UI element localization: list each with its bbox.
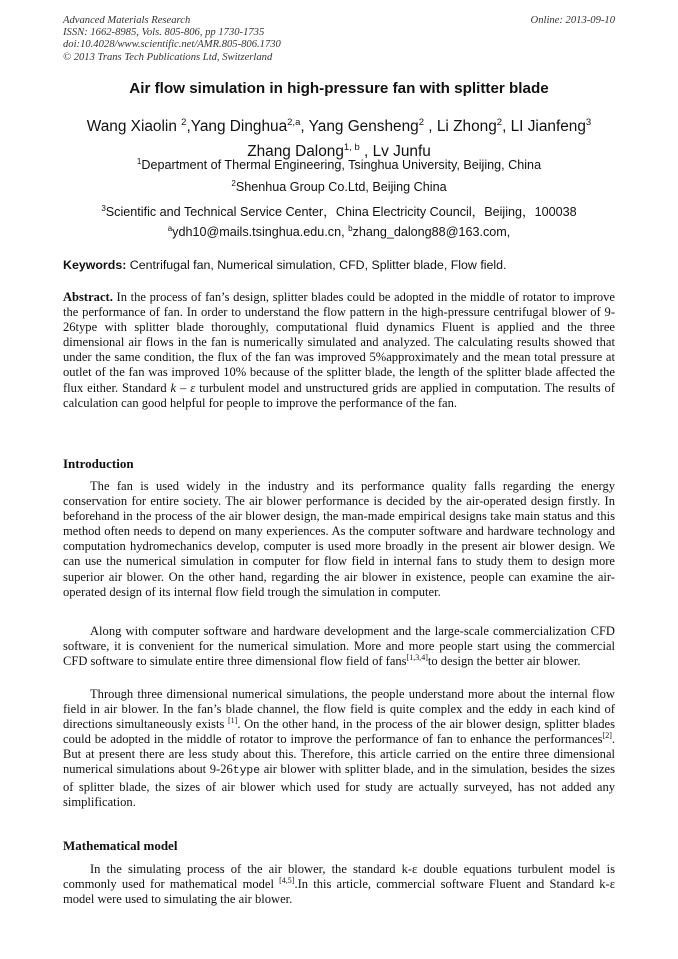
paragraph-text: In the simulating process of the air blower, the standard k-ε double equations turbulent model is commonly used for mathematical model	[63, 862, 615, 892]
abstract-model-symbol: k – ε	[170, 380, 196, 395]
author-sup: 3	[585, 117, 592, 128]
author-name: Wang Xiaolin	[86, 118, 182, 136]
paragraph-text: . On the other hand, in the process of the air blower design, splitter blades could be adopted in the middle of rotator to improve the performance of fan to enhance the performances	[63, 717, 615, 747]
email-sup: a	[167, 224, 173, 233]
citation: [1,3,4]	[406, 653, 428, 663]
paragraph-text: .In this article, commercial software Fluent and Standard k-ε model were used to simulating the air blower.	[63, 877, 616, 907]
author-sup: 2	[418, 117, 425, 128]
author-name: , Lv Junfu	[359, 143, 431, 161]
intro-paragraph-2	[63, 624, 615, 669]
math-paragraph-1	[63, 862, 615, 907]
abstract-label: Abstract.	[63, 290, 113, 304]
author-name: , LI Jianfeng	[502, 118, 586, 136]
abstract-paragraph	[63, 290, 615, 411]
author-sup: 2	[496, 117, 503, 128]
paragraph-text: to design the better air blower.	[427, 654, 581, 669]
section-heading-mathematical-model: Mathematical model	[63, 838, 178, 853]
affiliation-sup: 2	[231, 179, 236, 188]
intro-paragraph-1: The fan is used widely in the industry and its performance quality falls regarding the energy conservation for entire society. The air blower performance is decided by the air-operated design firstly. In beforehand in the process of the air blower design, the man-made empirical designs take main status and this method often needs to depend on many experiences. As the computer software and hardware technology and computation hydromechanics develop, computer is used more broadly in the present air blower design. We can use the numerical simulation in computer for flow field in internal fans to study them to design more superior air blower. On the other hand, regarding the air blower in existence, people can examine the air-operated design of its internal flow field trough the simulation in computer.	[63, 479, 615, 599]
keywords	[63, 258, 507, 272]
keywords-text: Centrifugal fan, Numerical simulation, CFD, Splitter blade, Flow field.	[126, 258, 507, 272]
author-sup: 2	[181, 117, 187, 128]
citation: [4,5]	[279, 875, 295, 885]
online-date: Online: 2013-09-10	[530, 15, 615, 26]
author-name: ,Yang Dinghua	[186, 118, 288, 136]
paragraph-text: Along with computer software and hardware development and the large-scale commercialization CFD software, it is convenient for the numerical simulation. More and more people start using the commercial CFD software to simulate entire three dimensional flow field of fans	[63, 624, 615, 669]
email-sup: b	[348, 224, 353, 233]
email-b: zhang_dalong88@163.com,	[352, 225, 511, 240]
author-sup: 1, b	[343, 142, 360, 154]
author-sup: 2,a	[287, 117, 301, 128]
journal-header	[63, 15, 281, 64]
affiliation-sup: 1	[136, 157, 142, 166]
email-line	[40, 224, 638, 239]
keywords-label: Keywords:	[63, 258, 127, 272]
affiliation-3	[40, 201, 638, 220]
affiliation-text: Shenhua Group Co.Ltd, Beijing China	[235, 180, 447, 195]
affiliation-text: Scientific and Technical Service Center，China Electricity Council，Beijing，100038	[105, 205, 577, 219]
abstract-text: In the process of fan’s design, splitter blades could be adopted in the middle of rotator to improve the performance of fan. In order to understand the flow pattern in the high-pressure centrifugal blower of 9-26type with splitter blade thoroughly, computational fluid dynamics Fluent is applied and the three dimensional air flows in the fan is numerically simulated and analyzed. The calculating results showed that under the same condition, the flux of the fan was improved 5%approximately and the mean total pressure at outlet of the fan was improved 10% because of the splitter blade, the length of the splitter blade affected the flux either. Standard	[63, 290, 615, 395]
citation: [1]	[228, 716, 238, 726]
intro-paragraph-3	[63, 687, 615, 810]
paragraph-text: . But at present there are less study about this. Therefore, this article carried on the entire three dimensional numerical simulations about 9-26	[63, 732, 615, 777]
author-name: Zhang Dalong	[247, 143, 344, 161]
citation: [2]	[602, 731, 612, 741]
affiliation-2	[40, 179, 638, 194]
author-name: , Li Zhong	[424, 118, 497, 136]
affiliation-1	[40, 157, 638, 172]
journal-name: Advanced Materials Research	[63, 15, 191, 26]
copyright-line: © 2013 Trans Tech Publications Ltd, Switzerland	[63, 51, 273, 63]
paragraph-text: air blower with splitter blade, and in the simulation, besides the sizes of splitter blade, the sizes of air blower which used for study are actually surveyed, has not added any simplification.	[63, 762, 615, 809]
affiliation-sup: 3	[101, 203, 106, 213]
paragraph-text: Through three dimensional numerical simulations, the people understand more about the internal flow field in air blower. In the fan’s blade channel, the flow field is quite complex and the eddy in each kind of directions simultaneously exists	[63, 687, 615, 732]
type-word: type	[232, 765, 261, 778]
paper-title: Air flow simulation in high-pressure fan with splitter blade	[129, 80, 549, 97]
author-name: , Yang Gensheng	[300, 118, 419, 136]
section-heading-introduction: Introduction	[63, 456, 134, 471]
doi-line: doi:10.4028/www.scientific.net/AMR.805-806.1730	[63, 39, 281, 51]
issn-line: ISSN: 1662-8985, Vols. 805-806, pp 1730-1735	[63, 27, 265, 39]
affiliation-text: Department of Thermal Engineering, Tsinghua University, Beijing, China	[141, 158, 542, 173]
email-a: ydh10@mails.tsinghua.edu.cn,	[172, 225, 349, 240]
author-list	[40, 112, 638, 162]
abstract-text: turbulent model and unstructured grids are applied in computation. The results of calculation can good helpful for people to improve the performance of the fan.	[63, 380, 615, 410]
